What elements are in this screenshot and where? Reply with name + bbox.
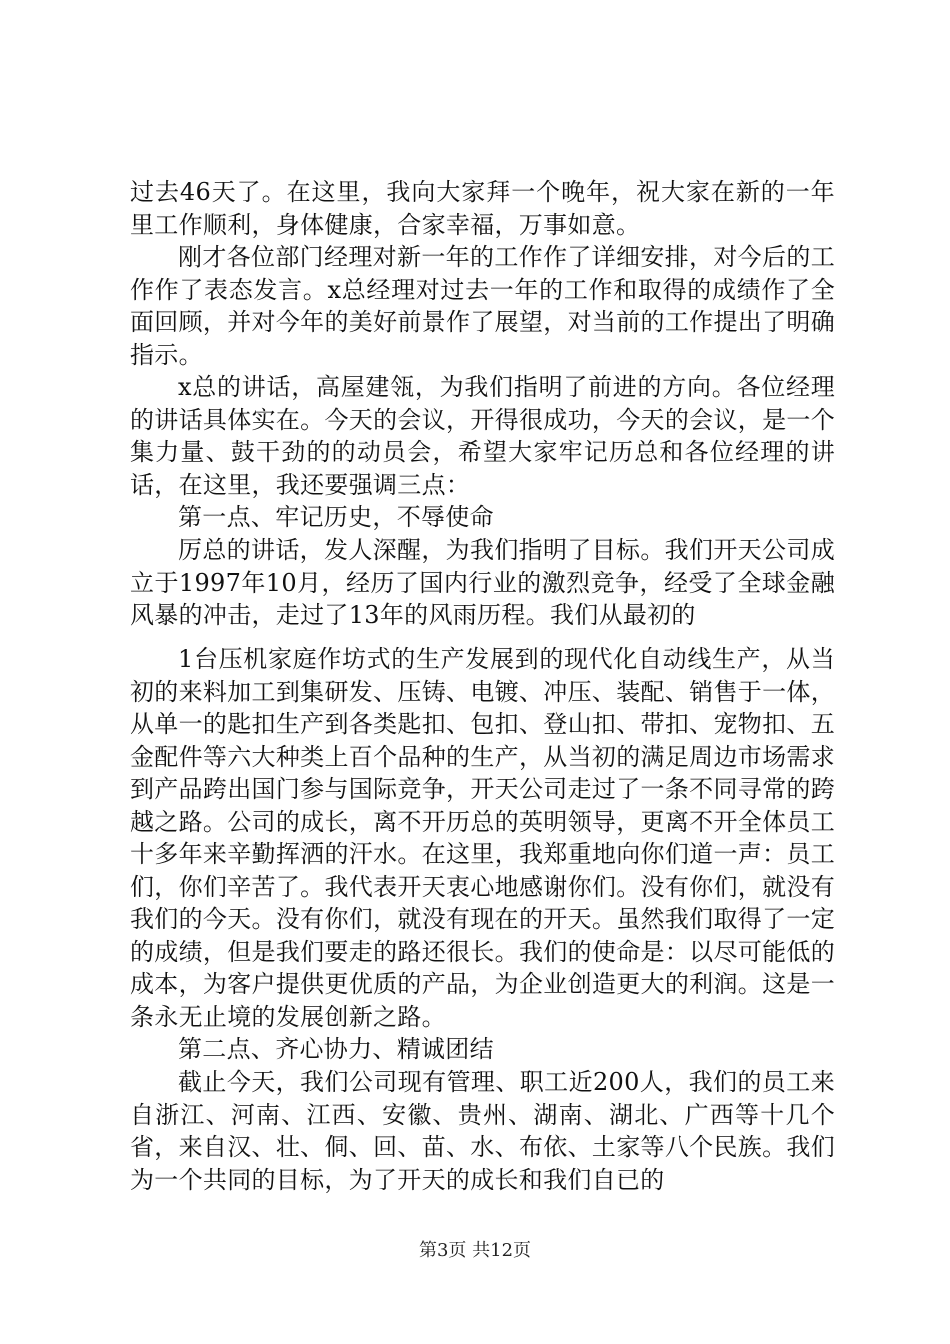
heading-point-two: 第二点、齐心协力、精诚团结 xyxy=(178,1035,494,1063)
paragraph-company-history: 厉总的讲话，发人深醒，为我们指明了目标。我们开天公司成立于1997年10月，经历了国内行业的激烈竞争，经受了全球金融风暴的冲击，走过了13年的风雨历程。我们从最初的 xyxy=(130,536,835,629)
paragraph-new-year-wishes: 过去46天了。在这里，我向大家拜一个晚年，祝大家在新的一年里工作顺利，身体健康，合家幸福，万事如意。 xyxy=(130,178,835,239)
paragraph-company-growth: 1台压机家庭作坊式的生产发展到的现代化自动线生产，从当初的来料加工到集研发、压铸、电镀、冲压、装配、销售于一体，从单一的匙扣生产到各类匙扣、包扣、登山扣、带扣、宠物扣、五金配件等六大种类上百个品种的生产，从当初的满足周边市场需求到产品跨出国门参与国际竞争，开天公司走过了一条不同寻常的跨越之路。公司的成长，离不开历总的英明领导，更离不开全体员工十多年来辛勤挥洒的汗水。在这里，我郑重地向你们道一声：员工们，你们辛苦了。我代表开天衷心地感谢你们。没有你们，就没有我们的今天。没有你们，就没有现在的开天。虽然我们取得了一定的成绩，但是我们要走的路还很长。我们的使命是：以尽可能低的成本，为客户提供更优质的产品，为企业创造更大的利润。这是一条永无止境的发展创新之路。 xyxy=(130,645,835,1031)
paragraph-managers-review: 刚才各位部门经理对新一年的工作作了详细安排，对今后的工作作了表态发言。x总经理对过去一年的工作和取得的成绩作了全面回顾，并对今年的美好前景作了展望，对当前的工作提出了明确指示。 xyxy=(130,243,835,369)
paragraph-general-manager-speech: x总的讲话，高屋建瓴，为我们指明了前进的方向。各位经理的讲话具体实在。今天的会议，开得很成功，今天的会议，是一个集力量、鼓干劲的的动员会，希望大家牢记历总和各位经理的讲话，在这里，我还要强调三点： xyxy=(130,373,835,499)
page-number-footer: 第3页 共12页 xyxy=(418,1240,532,1261)
heading-point-one: 第一点、牢记历史，不辱使命 xyxy=(178,503,494,531)
paragraph-staff-composition: 截止今天，我们公司现有管理、职工近200人，我们的员工来自浙江、河南、江西、安徽、贵州、湖南、湖北、广西等十几个省，来自汉、壮、侗、回、苗、水、布依、土家等八个民族。我们为一个共同的目标，为了开天的成长和我们自已的 xyxy=(130,1068,835,1194)
